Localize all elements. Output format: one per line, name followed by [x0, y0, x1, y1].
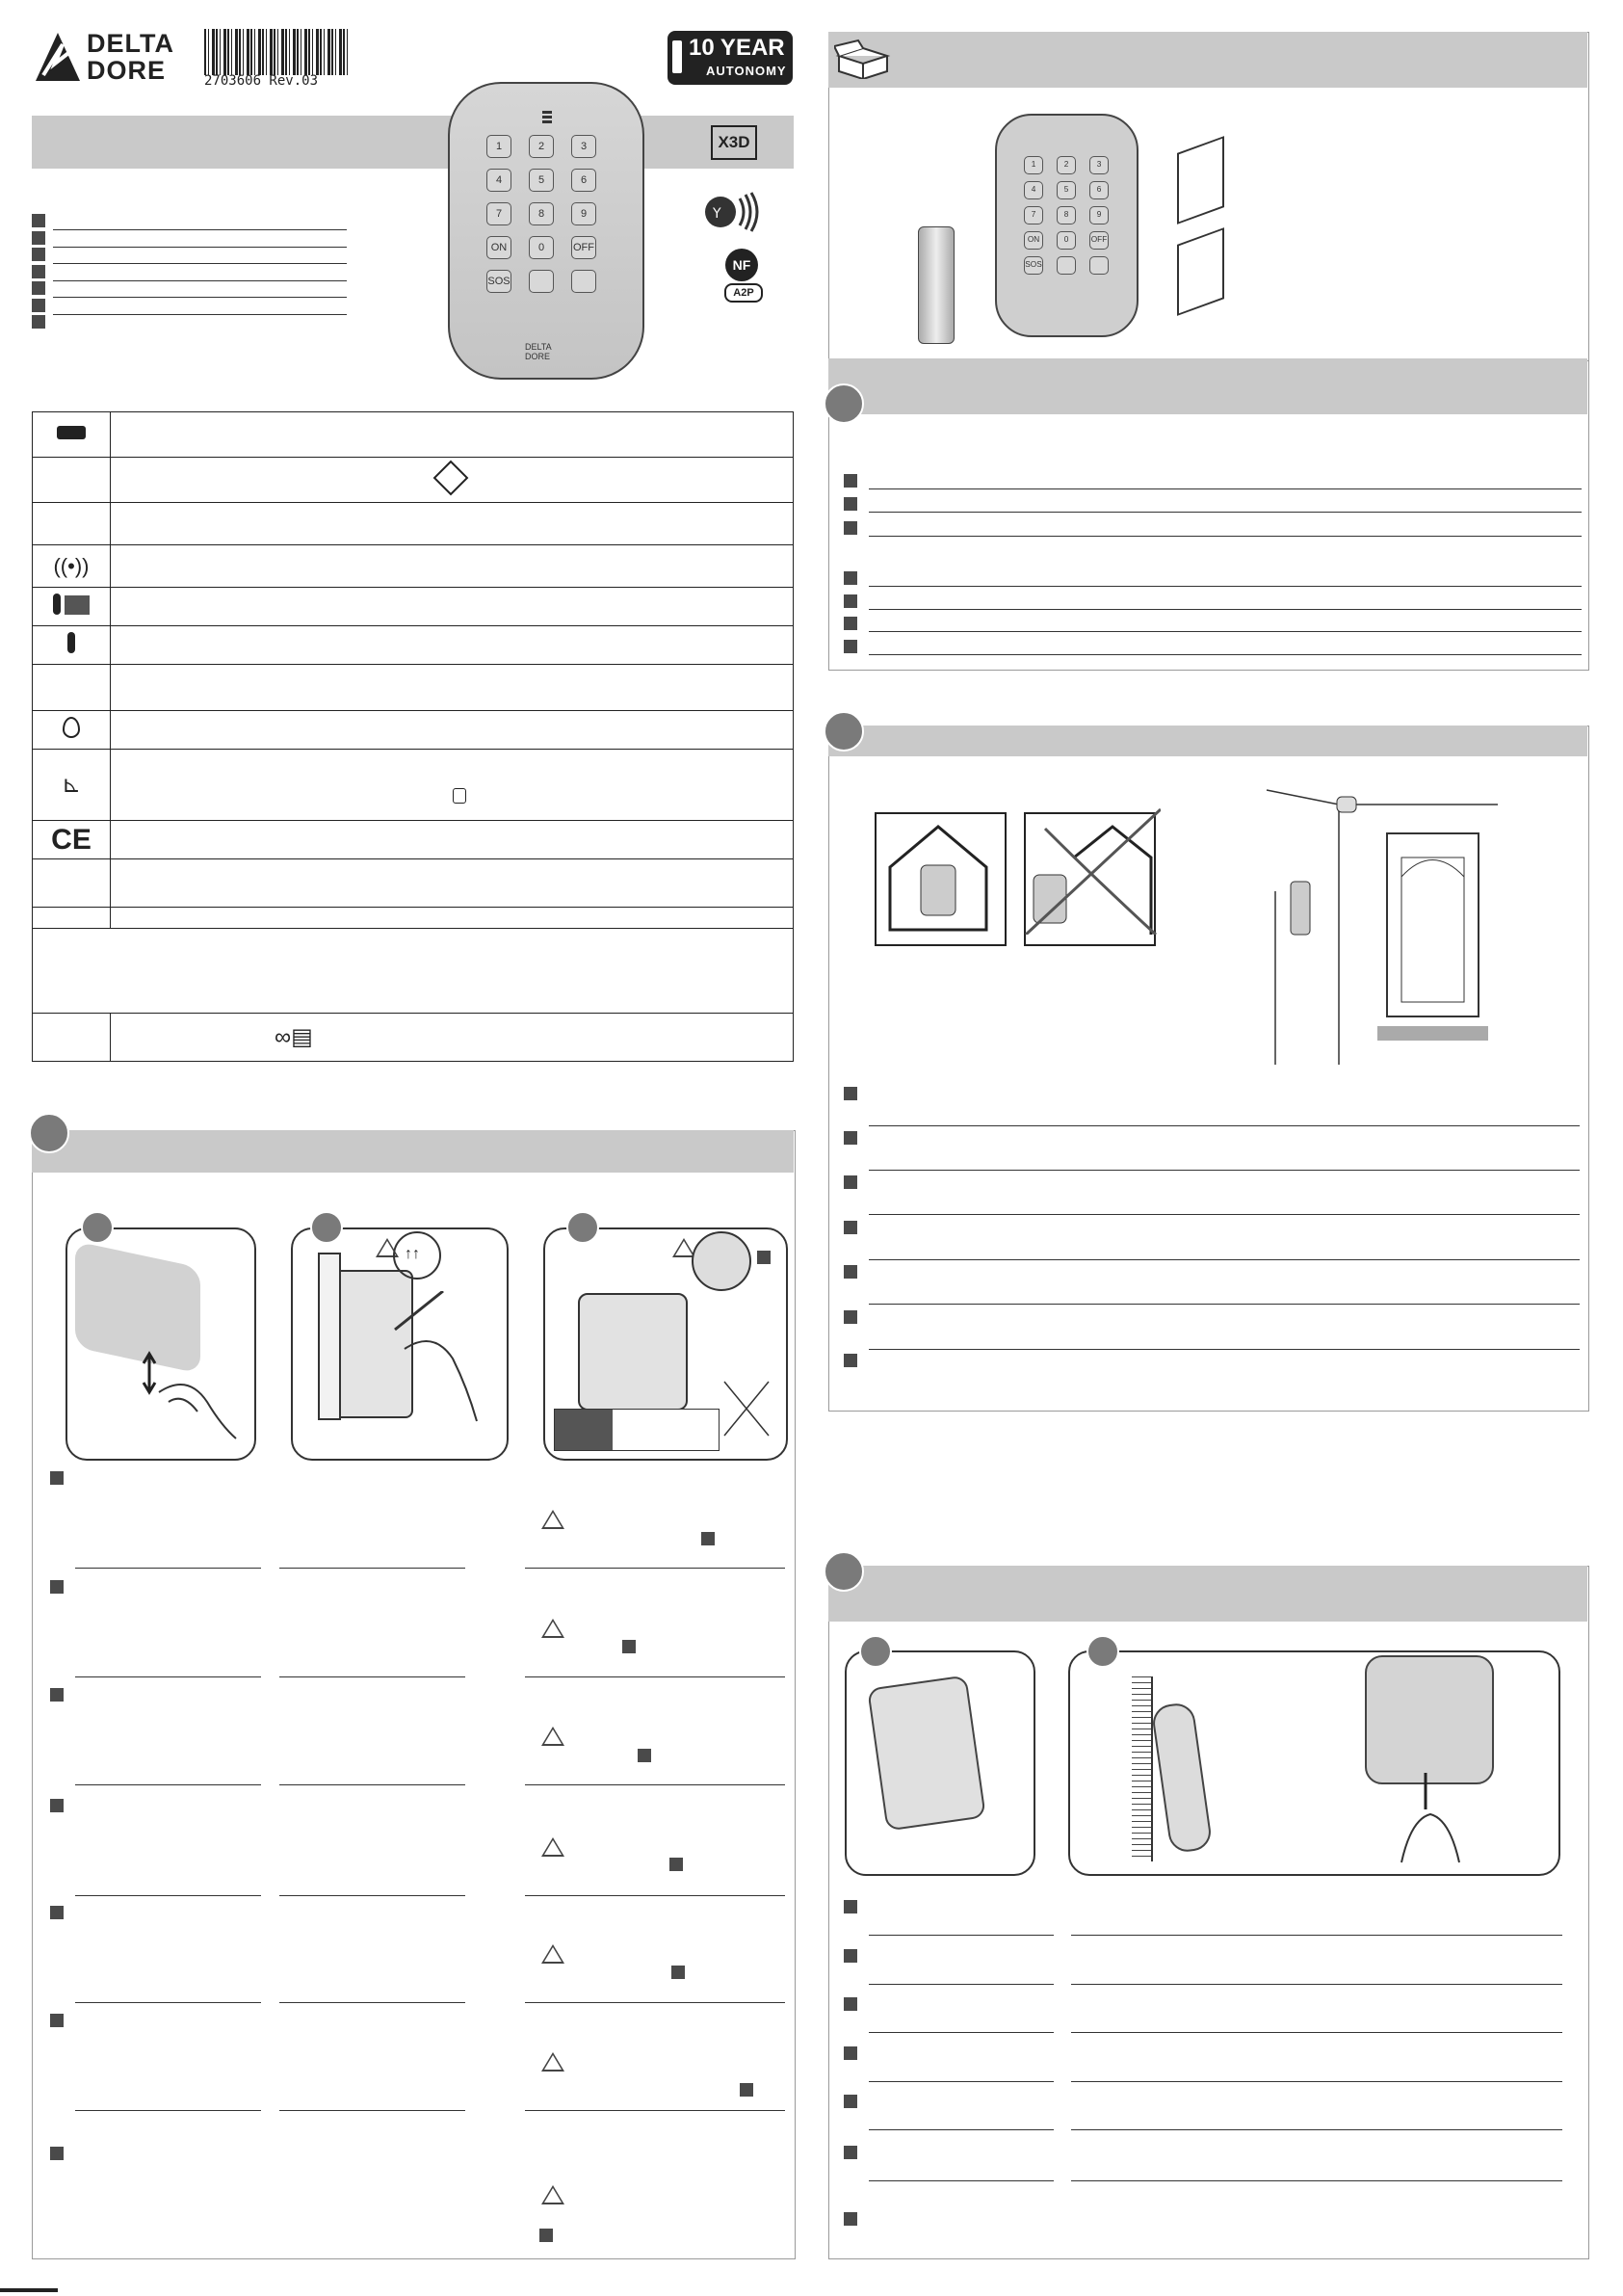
step-rule [279, 1895, 465, 1896]
keypad-key [529, 270, 554, 293]
radio-frequency-icon: ((•)) [53, 553, 90, 578]
list-marker [844, 521, 857, 535]
hand-pencil-icon [385, 1291, 482, 1426]
list-rule [869, 488, 1582, 489]
battery-class-icon [433, 460, 469, 495]
language-rule [53, 280, 347, 281]
step-marker [50, 2147, 64, 2160]
list-marker [844, 2095, 857, 2108]
step-marker [50, 1471, 64, 1485]
list-rule [869, 2032, 1054, 2033]
list-rule [1071, 1935, 1562, 1936]
nf-text: NF [732, 257, 751, 273]
keypad-key: 3 [571, 135, 596, 158]
list-marker [844, 1221, 857, 1234]
step-rule [279, 1568, 465, 1569]
keypad-key: 1 [486, 135, 511, 158]
list-rule [869, 2081, 1054, 2082]
step-marker [50, 2014, 64, 2027]
step-rule [525, 2110, 785, 2111]
keypad-key [1057, 256, 1076, 275]
keypad-key: 7 [486, 202, 511, 225]
footer-bar [0, 2288, 58, 2292]
list-rule [869, 512, 1582, 513]
keypad-small-image [995, 114, 1139, 337]
step-marker [50, 1688, 64, 1702]
keypad-key: 8 [1057, 206, 1076, 224]
no-drill-icon [722, 1380, 771, 1438]
door-frame-illustration [318, 1253, 341, 1420]
marker [757, 1251, 771, 1264]
list-rule [869, 1935, 1054, 1936]
keypad-key [571, 270, 596, 293]
screws-box [554, 1409, 720, 1451]
badge-small: AUTONOMY [706, 64, 787, 78]
warning-icon [541, 1727, 564, 1746]
list-marker [844, 1087, 857, 1100]
list-marker [844, 1310, 857, 1324]
keypad-key [1089, 256, 1109, 275]
list-rule [869, 631, 1582, 632]
language-marker [32, 315, 45, 329]
nf-logo [725, 249, 758, 281]
read-manual-icon: ∞▤ [275, 1024, 313, 1050]
language-marker [32, 281, 45, 295]
keypad-key: 6 [1089, 181, 1109, 199]
list-marker [844, 617, 857, 630]
hand-screwdriver-icon-2 [1392, 1771, 1469, 1867]
arrow-up-icon: ↑↑ [405, 1246, 420, 1262]
x3d-logo: X3D [711, 125, 757, 160]
battery-illustration [918, 226, 955, 344]
warning-icon [541, 1837, 564, 1857]
box-icon [65, 595, 90, 615]
list-marker [844, 474, 857, 488]
warning-icon [541, 1510, 564, 1529]
list-marker [844, 2146, 857, 2159]
keypad-key: 0 [1057, 231, 1076, 250]
step-rule [279, 1784, 465, 1785]
battery-icon [57, 426, 86, 439]
keypad-key: SOS [486, 270, 511, 293]
brand-logo [34, 29, 173, 87]
list-marker [844, 571, 857, 585]
step-3-circle [566, 1211, 599, 1244]
step-4b-circle [1086, 1635, 1119, 1668]
list-rule [1071, 2129, 1562, 2130]
list-marker [844, 2212, 857, 2226]
brand-line1: DELTA [87, 29, 174, 58]
keypad-key: 5 [1057, 181, 1076, 199]
section-2-header [828, 358, 1587, 414]
list-rule [869, 654, 1582, 655]
language-marker [32, 248, 45, 261]
language-rule [53, 229, 347, 230]
logo-mark-icon [34, 31, 82, 84]
step-rule [525, 1784, 785, 1785]
list-rule [869, 1349, 1580, 1350]
list-rule [1071, 2180, 1562, 2181]
detail-zoom-circle [393, 1231, 441, 1280]
radio-cert-icon [703, 191, 765, 233]
language-marker [32, 231, 45, 245]
keypad-key: 1 [1024, 156, 1043, 174]
list-marker [844, 1265, 857, 1279]
step-rule [75, 1784, 261, 1785]
note-marker [539, 2229, 553, 2242]
list-marker [844, 640, 857, 653]
list-rule [869, 2129, 1054, 2130]
wall-plate-illustration [578, 1293, 688, 1411]
list-marker [844, 1354, 857, 1367]
list-rule [1071, 2032, 1562, 2033]
svg-text:Y: Y [713, 206, 721, 222]
step-rule [525, 1895, 785, 1896]
keypad-logo-line1: DELTA [525, 342, 552, 352]
ce-mark-icon: CE [51, 823, 92, 856]
keypad-key: OFF [571, 236, 596, 259]
list-rule [869, 536, 1582, 537]
keypad-key: 9 [571, 202, 596, 225]
door-installation-illustration [1262, 785, 1522, 1065]
step-marker [50, 1580, 64, 1594]
keypad-mounted-illustration [1365, 1655, 1494, 1784]
step-1-circle [81, 1211, 114, 1244]
step-rule [75, 1676, 261, 1677]
note-marker [740, 2083, 753, 2097]
step-rule [525, 1676, 785, 1677]
keypad-key: 6 [571, 169, 596, 192]
list-marker [844, 594, 857, 608]
note-marker [638, 1749, 651, 1762]
list-marker [844, 2046, 857, 2060]
keypad-key: SOS [1024, 256, 1043, 275]
language-rule [53, 314, 347, 315]
language-marker [32, 265, 45, 278]
weight-icon [453, 788, 466, 804]
keypad-logo [525, 342, 552, 361]
list-rule [1071, 1984, 1562, 1985]
list-rule [869, 1984, 1054, 1985]
list-marker [844, 497, 857, 511]
language-marker [32, 299, 45, 312]
language-rule [53, 263, 347, 264]
humidity-drop-icon [63, 717, 80, 738]
list-rule [1071, 2081, 1562, 2082]
list-rule [869, 1214, 1580, 1215]
step-rule [525, 2002, 785, 2003]
step-rule [279, 2002, 465, 2003]
open-box-icon [834, 39, 892, 79]
step-rule [75, 1568, 261, 1569]
keypad-key: 5 [529, 169, 554, 192]
list-rule [869, 609, 1582, 610]
keypad-key: ON [1024, 231, 1043, 250]
a2p-logo: A2P [724, 283, 763, 303]
section-3-circle [824, 711, 864, 752]
wall-hatch-illustration [1132, 1676, 1153, 1861]
keypad-key: 8 [529, 202, 554, 225]
step-4a-circle [859, 1635, 892, 1668]
note-marker [622, 1640, 636, 1653]
keypad-product-image [448, 82, 644, 380]
step-rule [75, 2110, 261, 2111]
list-rule [869, 1170, 1580, 1171]
thermometer-icon [67, 632, 75, 653]
list-rule [869, 1259, 1580, 1260]
step-rule [279, 2110, 465, 2111]
step-marker [50, 1906, 64, 1919]
language-rule [53, 247, 347, 248]
keypad-key: 0 [529, 236, 554, 259]
warning-icon [541, 1944, 564, 1964]
list-rule [869, 1125, 1580, 1126]
keypad-key: ON [486, 236, 511, 259]
box-contents-header [828, 32, 1587, 88]
list-rule [869, 1304, 1580, 1305]
house-crossed-icon [1016, 800, 1161, 935]
warning-icon [541, 1619, 564, 1638]
language-marker [32, 214, 45, 227]
step-rule [525, 1568, 785, 1569]
dimensions-axes-icon: ⊾ [61, 772, 82, 798]
keypad-key: 4 [486, 169, 511, 192]
list-marker [844, 1997, 857, 2011]
list-marker [844, 1131, 857, 1145]
section-2-circle [824, 383, 864, 424]
autonomy-badge [668, 31, 793, 85]
step-rule [75, 2002, 261, 2003]
keypad-key: 2 [1057, 156, 1076, 174]
warning-icon [541, 2185, 564, 2204]
note-marker [671, 1966, 685, 1979]
title-bar [32, 116, 794, 169]
keypad-key: OFF [1089, 231, 1109, 250]
step-2-circle [310, 1211, 343, 1244]
hand-screwdriver-icon [130, 1334, 246, 1440]
step-marker [50, 1799, 64, 1812]
keypad-key: 7 [1024, 206, 1043, 224]
barcode-text: 2703606 Rev.03 [204, 73, 319, 89]
spec-table [32, 411, 794, 1062]
keypad-logo-line2: DORE [525, 352, 551, 361]
keypad-key: 3 [1089, 156, 1109, 174]
keypad-key: 4 [1024, 181, 1043, 199]
list-marker [844, 1175, 857, 1189]
brand-line2: DORE [87, 56, 167, 85]
storage-temperature-icon [53, 594, 61, 615]
list-marker [844, 1900, 857, 1913]
house-icon [880, 819, 996, 935]
list-rule [869, 586, 1582, 587]
step-rule [75, 1895, 261, 1896]
section-4-circle [824, 1551, 864, 1592]
note-marker [669, 1858, 683, 1871]
note-marker [701, 1532, 715, 1545]
warning-icon [541, 2052, 564, 2072]
keypad-key: 2 [529, 135, 554, 158]
opening-section-header [32, 1130, 794, 1173]
language-rule [53, 297, 347, 298]
section-number-circle [29, 1113, 69, 1153]
badge-big: 10 YEAR [689, 35, 785, 61]
open-keypad-back-illustration [867, 1675, 986, 1831]
section-4-header [828, 1566, 1587, 1622]
list-marker [844, 1949, 857, 1963]
section-3-header [828, 726, 1587, 756]
step-rule [279, 1676, 465, 1677]
keypad-key: 9 [1089, 206, 1109, 224]
list-rule [869, 2180, 1054, 2181]
screw-detail-circle [692, 1231, 751, 1291]
barcode [204, 29, 349, 75]
